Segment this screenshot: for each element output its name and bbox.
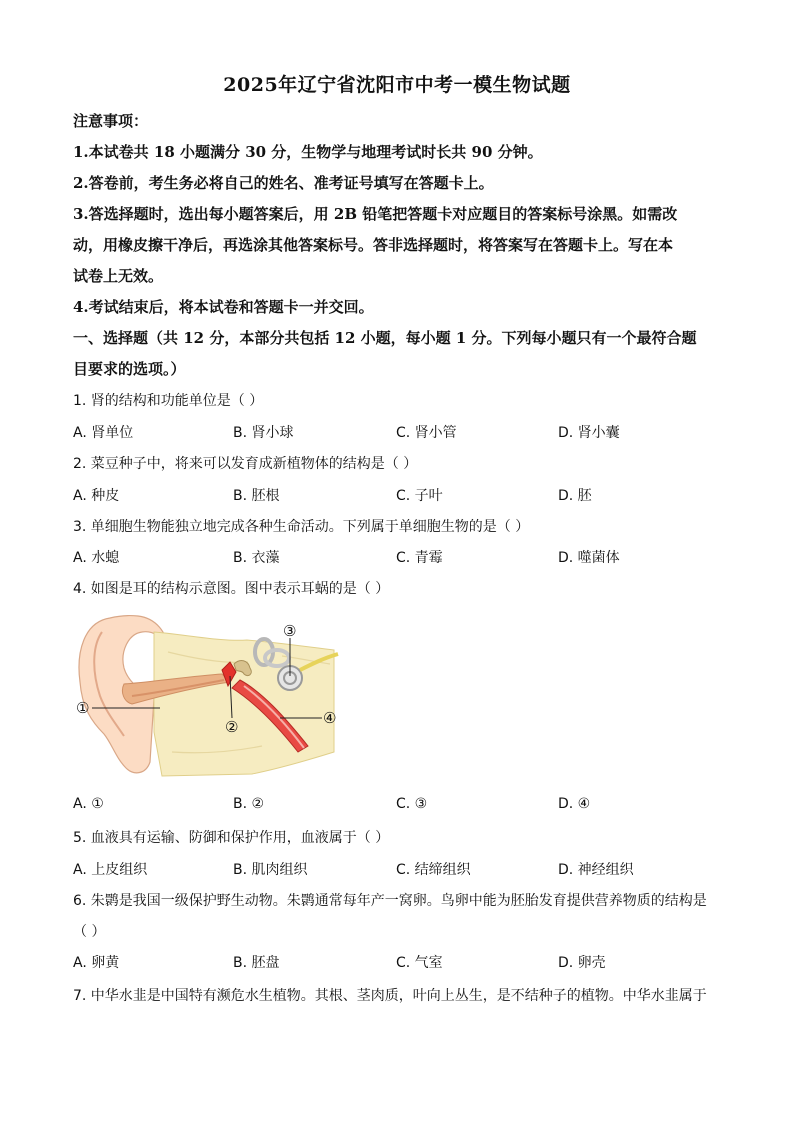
question-stem: 4. 如图是耳的结构示意图。图中表示耳蜗的是（ ） [73,581,390,597]
question-stem: 3. 单细胞生物能独立地完成各种生命活动。下列属于单细胞生物的是（ ） [73,519,530,535]
option-a: A. 上皮组织 [73,862,148,878]
option-b: B. ② [233,796,265,812]
ear-structure-figure [72,612,352,780]
option-b: B. 肌肉组织 [233,862,308,878]
notice-item: 动，用橡皮擦干净后，再选涂其他答案标号。答非选择题时，将答案写在答题卡上。写在本 [73,236,674,254]
option-c: C. 子叶 [396,488,443,504]
notice-heading: 注意事项： [73,112,149,130]
option-a: A. 种皮 [73,488,120,504]
option-a: A. 水螅 [73,550,120,566]
question-stem: 7. 中华水韭是中国特有濒危水生植物。其根、茎肉质，叶向上丛生，是不结种子的植物。中华水韭属于 [73,988,707,1004]
option-c: C. 结缔组织 [396,862,471,878]
option-b: B. 胚根 [233,488,280,504]
question-stem: 1. 肾的结构和功能单位是（ ） [73,393,264,409]
option-d: D. 噬菌体 [558,550,620,566]
notice-item: 2.答卷前，考生务必将自己的姓名、准考证号填写在答题卡上。 [73,174,494,192]
option-d: D. 神经组织 [558,862,634,878]
option-a: A. ① [73,796,104,812]
option-d: D. ④ [558,796,591,812]
option-a: A. 卵黄 [73,955,120,971]
question-stem-cont: （ ） [73,924,106,940]
section-heading: 一、选择题（共 12 分，本部分共包括 12 小题，每小题 1 分。下列每小题只有一个最符合题 [73,329,697,347]
notice-item: 试卷上无效。 [73,267,164,285]
question-stem: 2. 菜豆种子中，将来可以发育成新植物体的结构是（ ） [73,456,418,472]
page-title: 2025年辽宁省沈阳市中考一模生物试题 [223,74,571,96]
option-b: B. 衣藻 [233,550,280,566]
figure-label-1: ① [76,699,90,717]
option-d: D. 卵壳 [558,955,606,971]
option-c: C. 青霉 [396,550,443,566]
notice-item: 4.考试结束后，将本试卷和答题卡一并交回。 [73,298,374,316]
figure-label-3: ③ [283,622,297,640]
option-d: D. 胚 [558,488,592,504]
temporal-bone [154,632,337,776]
option-d: D. 肾小囊 [558,425,620,441]
option-c: C. 肾小管 [396,425,457,441]
notice-item: 1.本试卷共 18 小题满分 30 分，生物学与地理考试时长共 90 分钟。 [73,143,543,161]
option-c: C. ③ [396,796,428,812]
option-b: B. 胚盘 [233,955,280,971]
option-a: A. 肾单位 [73,425,134,441]
question-stem: 5. 血液具有运输、防御和保护作用，血液属于（ ） [73,830,390,846]
section-heading-cont: 目要求的选项。） [73,360,186,378]
question-stem: 6. 朱鹮是我国一级保护野生动物。朱鹮通常每年产一窝卵。鸟卵中能为胚胎发育提供营养物质的结构是 [73,893,707,909]
option-b: B. 肾小球 [233,425,294,441]
option-c: C. 气室 [396,955,443,971]
notice-item: 3.答选择题时，选出每小题答案后，用 2B 铅笔把答题卡对应题目的答案标号涂黑。如需改 [73,205,678,223]
figure-label-4: ④ [323,709,337,727]
figure-label-2: ② [225,718,239,736]
